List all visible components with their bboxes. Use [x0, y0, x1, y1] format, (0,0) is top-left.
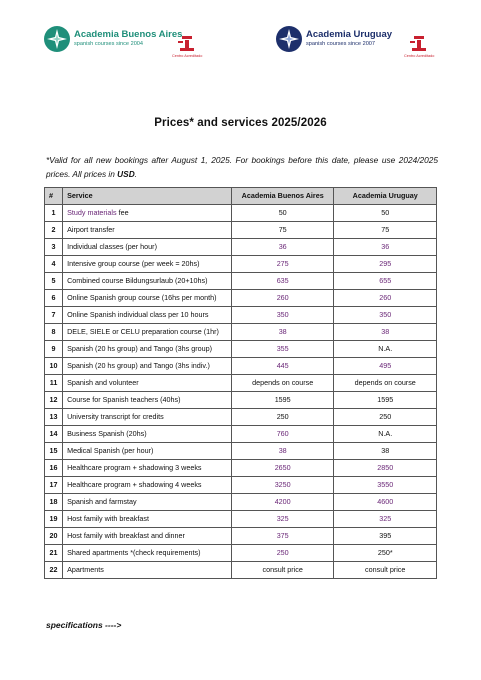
price-buenos-aires: 325: [231, 510, 334, 527]
price-uruguay: 38: [334, 442, 437, 459]
row-number: 7: [45, 306, 63, 323]
service-name: [63, 425, 232, 442]
row-number: 22: [45, 561, 63, 578]
price-buenos-aires: 760: [231, 425, 334, 442]
price-buenos-aires: 1595: [231, 391, 334, 408]
instituto-cervantes-logo: [172, 36, 202, 59]
table-header-row: [45, 188, 437, 205]
table-row: [45, 306, 437, 323]
price-uruguay: 260: [334, 289, 437, 306]
service-name: [63, 408, 232, 425]
service-name: [63, 272, 232, 289]
price-uruguay: 4600: [334, 493, 437, 510]
prices-table: [44, 187, 437, 579]
column-header-buenos-aires: Academia Buenos Aires: [231, 188, 334, 205]
row-number: 2: [45, 221, 63, 238]
service-text: Business Spanish (20hs): [67, 429, 147, 438]
logo-name: Academia Uruguay: [306, 29, 393, 41]
logo-tagline: spanish courses since 2004: [74, 40, 144, 47]
row-number: 20: [45, 527, 63, 544]
table-row: [45, 442, 437, 459]
price-buenos-aires: 38: [231, 323, 334, 340]
price-uruguay: consult price: [334, 561, 437, 578]
study-materials-link[interactable]: Study materials: [67, 208, 117, 217]
page-title: Prices* and services 2025/2026: [154, 117, 327, 129]
table-row: [45, 289, 437, 306]
service-text: Individual classes (per hour): [67, 242, 157, 251]
service-name: [63, 459, 232, 476]
table-row: [45, 544, 437, 561]
row-number: 12: [45, 391, 63, 408]
column-header-service: Service: [63, 188, 232, 205]
price-buenos-aires: 445: [231, 357, 334, 374]
table-row: [45, 221, 437, 238]
compass-rose-icon: [276, 26, 302, 52]
cervantes-label: Centro Acreditado: [404, 54, 435, 58]
price-uruguay: 50: [334, 204, 437, 221]
service-text: Host family with breakfast and dinner: [67, 531, 185, 540]
price-buenos-aires: 3250: [231, 476, 334, 493]
table-row: [45, 561, 437, 578]
row-number: 19: [45, 510, 63, 527]
service-name: [63, 340, 232, 357]
service-text: fee: [116, 208, 129, 217]
table-row: [45, 323, 437, 340]
table-row: [45, 493, 437, 510]
table-row: [45, 476, 437, 493]
service-text: Airport transfer: [67, 225, 115, 234]
service-text: Spanish (20 hs group) and Tango (3hs group): [67, 344, 212, 353]
price-buenos-aires: 38: [231, 442, 334, 459]
service-text: Apartments: [67, 565, 104, 574]
row-number: 21: [45, 544, 63, 561]
table-row: [45, 340, 437, 357]
price-uruguay: N.A.: [334, 425, 437, 442]
price-buenos-aires: depends on course: [231, 374, 334, 391]
cervantes-label: Centro Acreditado: [172, 54, 203, 58]
row-number: 8: [45, 323, 63, 340]
service-name: [63, 493, 232, 510]
service-name: [63, 323, 232, 340]
price-uruguay: 395: [334, 527, 437, 544]
price-uruguay: 3550: [334, 476, 437, 493]
academia-uruguay-logo[interactable]: [276, 26, 392, 52]
row-number: 11: [45, 374, 63, 391]
note-end: .: [134, 169, 138, 179]
table-row: [45, 510, 437, 527]
row-number: 15: [45, 442, 63, 459]
logo-tagline: spanish courses since 2007: [306, 40, 376, 47]
service-text: Shared apartments *(check requirements): [67, 548, 201, 557]
table-row: [45, 374, 437, 391]
table-row: [45, 527, 437, 544]
service-text: Online Spanish individual class per 10 hours: [67, 310, 209, 319]
price-buenos-aires: 355: [231, 340, 334, 357]
price-uruguay: 295: [334, 255, 437, 272]
table-row: [45, 204, 437, 221]
service-text: Combined course Bildungsurlaub (20+10hs): [67, 276, 208, 285]
service-name: [63, 289, 232, 306]
service-text: Spanish and farmstay: [67, 497, 137, 506]
logo-name: Academia Buenos Aires: [74, 29, 183, 41]
table-row: [45, 391, 437, 408]
row-number: 3: [45, 238, 63, 255]
price-uruguay: 1595: [334, 391, 437, 408]
price-buenos-aires: 250: [231, 544, 334, 561]
service-name: [63, 357, 232, 374]
price-buenos-aires: 350: [231, 306, 334, 323]
academia-buenos-aires-logo[interactable]: [44, 26, 182, 52]
table-row: [45, 255, 437, 272]
service-name: [63, 204, 232, 221]
table-row: [45, 459, 437, 476]
price-uruguay: 36: [334, 238, 437, 255]
service-name: [63, 510, 232, 527]
price-buenos-aires: 260: [231, 289, 334, 306]
row-number: 14: [45, 425, 63, 442]
service-text: Intensive group course (per week = 20hs): [67, 259, 200, 268]
service-name: [63, 255, 232, 272]
service-name: [63, 527, 232, 544]
price-uruguay: N.A.: [334, 340, 437, 357]
price-uruguay: 495: [334, 357, 437, 374]
validity-note: [46, 153, 438, 181]
price-buenos-aires: 75: [231, 221, 334, 238]
service-name: [63, 561, 232, 578]
service-text: Healthcare program + shadowing 4 weeks: [67, 480, 202, 489]
price-uruguay: 250: [334, 408, 437, 425]
service-text: Healthcare program + shadowing 3 weeks: [67, 463, 202, 472]
row-number: 4: [45, 255, 63, 272]
service-text: Spanish (20 hs group) and Tango (3hs indiv.): [67, 361, 210, 370]
service-text: Spanish and volunteer: [67, 378, 139, 387]
row-number: 1: [45, 204, 63, 221]
cervantes-mark-icon: [408, 36, 430, 52]
table-row: [45, 425, 437, 442]
row-number: 16: [45, 459, 63, 476]
price-uruguay: 38: [334, 323, 437, 340]
service-text: Medical Spanish (per hour): [67, 446, 154, 455]
table-row: [45, 408, 437, 425]
price-buenos-aires: 635: [231, 272, 334, 289]
price-buenos-aires: 250: [231, 408, 334, 425]
price-uruguay: 655: [334, 272, 437, 289]
price-buenos-aires: 36: [231, 238, 334, 255]
service-text: University transcript for credits: [67, 412, 164, 421]
price-buenos-aires: 50: [231, 204, 334, 221]
service-name: [63, 306, 232, 323]
service-name: [63, 442, 232, 459]
service-text: DELE, SIELE or CELU preparation course (1hr): [67, 327, 219, 336]
price-buenos-aires: 2650: [231, 459, 334, 476]
cervantes-mark-icon: [176, 36, 198, 52]
table-row: [45, 357, 437, 374]
column-header-number: #: [45, 188, 63, 205]
service-text: Online Spanish group course (16hs per month): [67, 293, 217, 302]
price-uruguay: 350: [334, 306, 437, 323]
price-uruguay: 325: [334, 510, 437, 527]
row-number: 6: [45, 289, 63, 306]
service-text: Host family with breakfast: [67, 514, 149, 523]
service-name: [63, 476, 232, 493]
page-header: [0, 26, 481, 82]
price-buenos-aires: consult price: [231, 561, 334, 578]
price-uruguay: 75: [334, 221, 437, 238]
instituto-cervantes-logo: [404, 36, 434, 59]
service-name: [63, 238, 232, 255]
service-name: [63, 391, 232, 408]
row-number: 18: [45, 493, 63, 510]
row-number: 13: [45, 408, 63, 425]
service-name: [63, 374, 232, 391]
column-header-uruguay: Academia Uruguay: [334, 188, 437, 205]
price-uruguay: depends on course: [334, 374, 437, 391]
service-name: [63, 221, 232, 238]
row-number: 5: [45, 272, 63, 289]
row-number: 17: [45, 476, 63, 493]
table-row: [45, 272, 437, 289]
price-buenos-aires: 4200: [231, 493, 334, 510]
service-text: Course for Spanish teachers (40hs): [67, 395, 181, 404]
service-name: [63, 544, 232, 561]
price-uruguay: 2850: [334, 459, 437, 476]
table-row: [45, 238, 437, 255]
price-uruguay: 250*: [334, 544, 437, 561]
price-buenos-aires: 375: [231, 527, 334, 544]
note-currency: USD: [117, 169, 135, 179]
row-number: 9: [45, 340, 63, 357]
note-text: *Valid for all new bookings after August 1, 2025. For bookings before this date, please use 2024/2025 prices. All prices in: [46, 155, 438, 179]
compass-rose-icon: [44, 26, 70, 52]
specifications-link[interactable]: specifications ---->: [46, 620, 122, 630]
row-number: 10: [45, 357, 63, 374]
price-buenos-aires: 275: [231, 255, 334, 272]
